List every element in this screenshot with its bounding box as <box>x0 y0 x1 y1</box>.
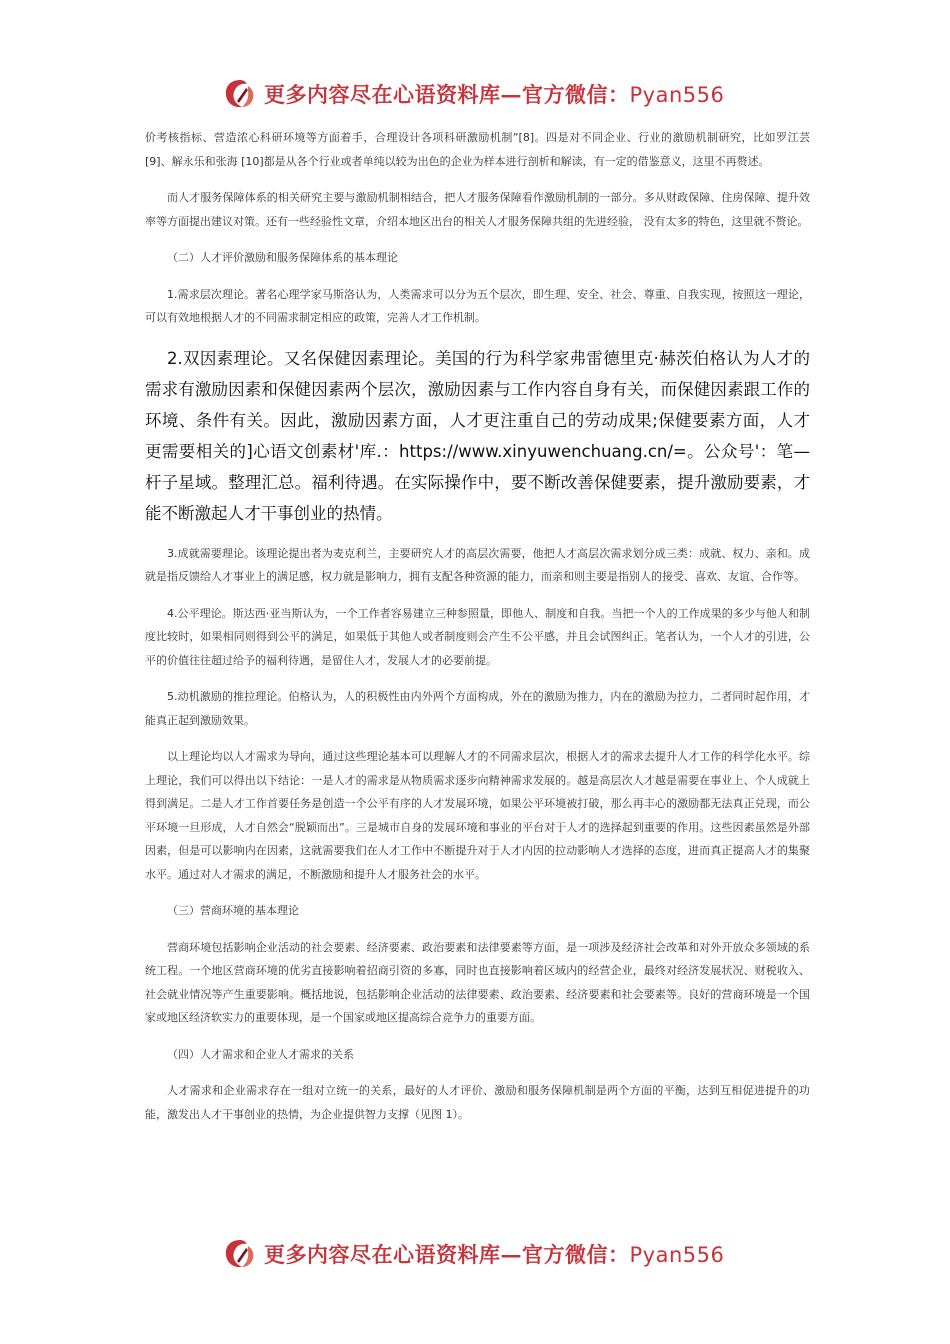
section-heading: （三）营商环境的基本理论 <box>167 904 299 917</box>
banner-title: 更多内容尽在心语资料库—官方微信： <box>264 82 630 107</box>
paragraph-large <box>145 343 810 529</box>
paragraph: 3.成就需要理论。该理论提出者为麦克利兰，主要研究人才的高层次需要，他把人才高层次需求划分成三类：成就、权力、亲和。成就是指反馈给人才事业上的满足感，权力就是影响力，拥有支配各种资源的能力，而亲和则主要是指别人的接受、喜欢、友谊、合作等。 <box>145 546 810 583</box>
paragraph: 5.动机激励的推拉理论。伯格认为，人的积极性由内外两个方面构成，外在的激励为推力，内在的激励为拉力，二者同时起作用，才能真正起到激励效果。 <box>145 690 810 727</box>
paragraph-continued: 价考核指标、营造浓心科研环境等方面着手，合理设计各项科研激励机制”[8]。四是对不同企业、行业的激励机制研究，比如罗江芸 [9]、解永乐和张海 [10]都是从各个行业或者单纯以较为出色的企业为样本进行剖析和解读，有一定的借鉴意义，这里不再赘述。 <box>145 131 810 168</box>
paragraph: 以上理论均以人才需求为导向，通过这些理论基本可以理解人才的不同需求层次，根据人才的需求去提升人才工作的科学化水平。综上理论，我们可以得出以下结论：一是人才的需求是从物质需求逐步向精神需求发展的。越是高层次人才越是需要在事业上、个人成就上得到满足。二是人才工作首要任务是创造一个公平有序的人才发展环境，如果公平环境被打破，那么再丰心的激励都无法真正兑现，而公平环境一旦形成，人才自然会“脱颖而出”。三是城市自身的发展环境和事业的平台对于人才的选择起到重要的作用。这些因素虽然是外部因素，但是可以影响内在因素，这就需要我们在人才工作中不断提升对于人才内因的拉动影响人才选择的态度，进而真正提高人才的集聚水平。通过对人才需求的满足，不断激励和提升人才服务社会的水平。 <box>145 750 810 881</box>
pen-swirl-logo-icon <box>222 77 258 111</box>
section-heading: （二）人才评价激励和服务保障体系的基本理论 <box>167 251 398 264</box>
section-heading: （四）人才需求和企业人才需求的关系 <box>167 1047 354 1061</box>
paragraph: 4.公平理论。斯达西·亚当斯认为，一个工作者容易建立三种参照量，即他人、制度和自我。当把一个人的工作成果的多少与他人和制度比较时，如果相同则得到公平的满足，如果低于其他人或者制度则会产生不公平感，并且会试图纠正。笔者认为，一个人才的引进，公平的价值往往超过给予的福利待遇，是留住人才，发展人才的必要前提。 <box>145 606 810 667</box>
paragraph: 人才需求和企业需求存在一组对立统一的关系，最好的人才评价、激励和服务保障机制是两个方面的平衡，达到互相促进提升的功能，激发出人才干事创业的热情，为企业提供智力支撑（见图 1）。 <box>145 1084 810 1121</box>
document-body <box>145 126 810 1126</box>
paragraph: 1.需求层次理论。著名心理学家马斯洛认为，人类需求可以分为五个层次，即生理、安全、社会、尊重、自我实现，按照这一理论，可以有效地根据人才的不同需求制定相应的政策，完善人才工作机制。 <box>145 287 810 324</box>
header-banner <box>222 76 742 112</box>
paragraph: 营商环境包括影响企业活动的社会要素、经济要素、政治要素和法律要素等方面，是一项涉及经济社会改革和对外开放众多领域的系统工程。一个地区营商环境的优劣直接影响着招商引资的多寡，同时也直接影响着区域内的经营企业，最终对经济发展状况、财税收入、社会就业情况等产生重要影响。概括地说，包括影响企业活动的法律要素、政治要素、经济要素和社会要素等。良好的营商环境是一个国家或地区经济软实力的重要体现，是一个国家或地区提高综合竞争力的重要方面。 <box>145 940 810 1024</box>
pen-swirl-logo-icon <box>222 1237 258 1271</box>
footer-banner <box>222 1236 742 1272</box>
wechat-id: Pyan556 <box>629 1243 725 1267</box>
wechat-id: Pyan556 <box>629 83 725 107</box>
banner-text <box>264 79 724 109</box>
banner-text <box>264 1239 724 1269</box>
paragraph: 而人才服务保障体系的相关研究主要与激励机制相结合，把人才服务保障看作激励机制的一部分。多从财政保障、住房保障、提升效率等方面提出建议对策。还有一些经验性文章，介绍本地区出台的相关人才服务保障共组的先进经验， 没有太多的特色，这里就不赘论。 <box>145 191 810 228</box>
banner-title: 更多内容尽在心语资料库—官方微信： <box>264 1242 630 1267</box>
paragraph-large-text: 2.双因素理论。又名保健因素理论。美国的行为科学家弗雷德里克·赫茨伯格认为人才的需求有激励因素和保健因素两个层次，激励因素与工作内容自身有关，而保健因素跟工作的环境、条件有关。因此，激励因素方面，人才更注重自己的劳动成果;保健要素方面，人才更需要相关的]心语文创素材'库.：https://www.xinyuwenchuang.cn/=。公众号'：笔—杆子星域。整理汇总。福利待遇。在实际操作中，要不断改善保健要素，提升激励要素，才能不断激起人才干事创业的热情。 <box>145 348 810 523</box>
